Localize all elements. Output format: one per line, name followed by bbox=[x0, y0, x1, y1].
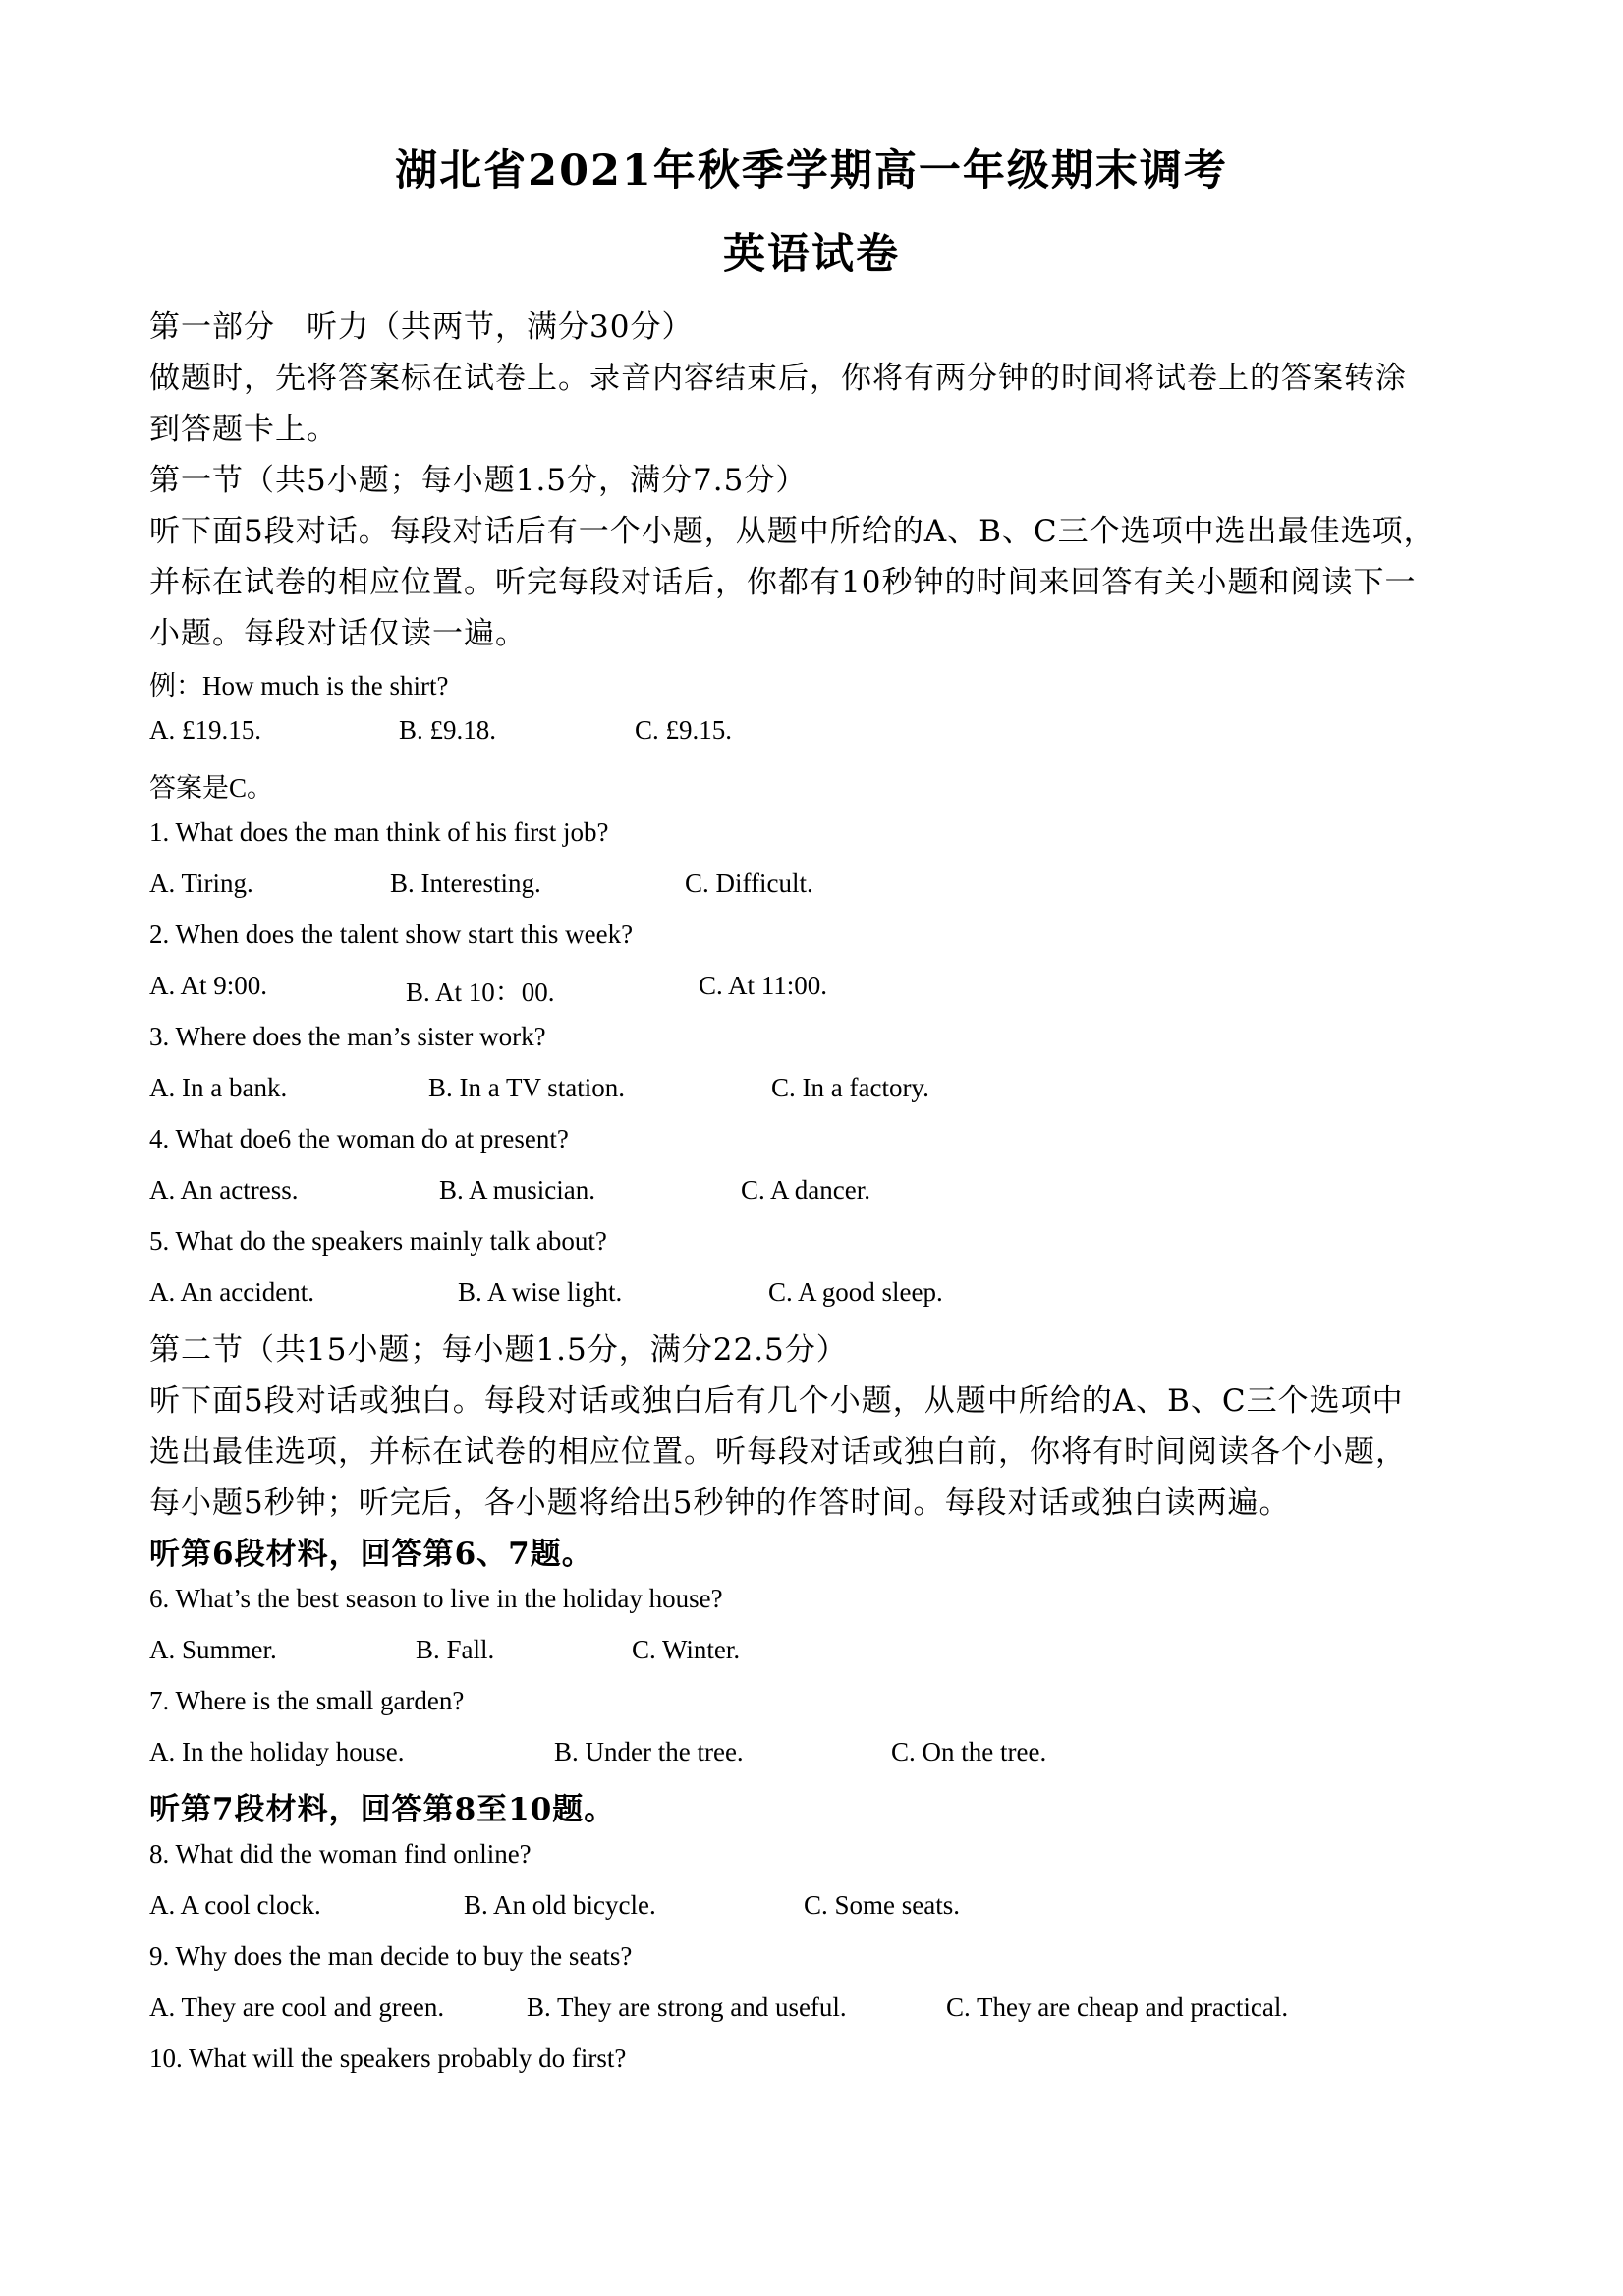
q3-option-b: B. In a TV station. bbox=[428, 1073, 625, 1102]
instructions-line-1: 做题时，先将答案标在试卷上。录音内容结束后，你将有两分钟的时间将试卷上的答案转涂 bbox=[149, 361, 1407, 396]
q1-option-a: A. Tiring. bbox=[149, 868, 253, 898]
material-6-heading: 听第6段材料，回答第6、7题。 bbox=[149, 1537, 593, 1572]
part1-heading: 第一部分 听力（共两节，满分30分） bbox=[149, 309, 694, 345]
q6-option-a: A. Summer. bbox=[149, 1635, 277, 1664]
page-title: 湖北省2021年秋季学期高一年级期末调考 bbox=[395, 146, 1228, 196]
q5-option-a: A. An accident. bbox=[149, 1277, 314, 1307]
question-7: 7. Where is the small garden? bbox=[149, 1686, 465, 1715]
q2-option-a: A. At 9:00. bbox=[149, 971, 268, 1000]
example-option-c: C. £9.15. bbox=[635, 715, 733, 745]
question-9: 9. Why does the man decide to buy the seats? bbox=[149, 1941, 633, 1971]
section1-directions-line-2: 并标在试卷的相应位置。听完每段对话后，你都有10秒钟的时间来回答有关小题和阅读下一 bbox=[149, 565, 1417, 600]
question-1: 1. What does the man think of his first job? bbox=[149, 817, 609, 847]
question-3: 3. Where does the man’s sister work? bbox=[149, 1022, 546, 1051]
q7-option-a: A. In the holiday house. bbox=[149, 1737, 405, 1766]
section2-heading: 第二节（共15小题；每小题1.5分，满分22.5分） bbox=[149, 1332, 848, 1368]
section2-directions-line-3: 每小题5秒钟；听完后，各小题将给出5秒钟的作答时间。每段对话或独白读两遍。 bbox=[149, 1485, 1291, 1521]
example-option-b: B. £9.18. bbox=[399, 715, 497, 745]
material-7-heading: 听第7段材料，回答第8至10题。 bbox=[149, 1792, 616, 1827]
q8-option-a: A. A cool clock. bbox=[149, 1890, 321, 1920]
q7-option-b: B. Under the tree. bbox=[554, 1737, 744, 1766]
page-subtitle: 英语试卷 bbox=[723, 230, 900, 279]
q6-option-c: C. Winter. bbox=[632, 1635, 741, 1664]
question-4: 4. What doe6 the woman do at present? bbox=[149, 1124, 569, 1153]
q7-option-c: C. On the tree. bbox=[891, 1737, 1047, 1766]
example-question: 例：How much is the shirt? bbox=[149, 671, 449, 700]
q2-option-b: B. At 10：00. bbox=[406, 978, 555, 1007]
example-answer: 答案是C。 bbox=[149, 773, 274, 803]
instructions-line-2: 到答题卡上。 bbox=[149, 412, 338, 447]
q3-option-c: C. In a factory. bbox=[771, 1073, 929, 1102]
section2-directions-line-1: 听下面5段对话或独白。每段对话或独白后有几个小题，从题中所给的A、B、C三个选项中 bbox=[149, 1383, 1404, 1419]
question-10: 10. What will the speakers probably do first? bbox=[149, 2044, 627, 2073]
q8-option-c: C. Some seats. bbox=[804, 1890, 960, 1920]
section1-directions-line-3: 小题。每段对话仅读一遍。 bbox=[149, 616, 527, 651]
q9-option-a: A. They are cool and green. bbox=[149, 1992, 445, 2022]
question-5: 5. What do the speakers mainly talk about? bbox=[149, 1226, 607, 1256]
q1-option-c: C. Difficult. bbox=[685, 868, 813, 898]
q9-option-b: B. They are strong and useful. bbox=[527, 1992, 847, 2022]
question-2: 2. When does the talent show start this week? bbox=[149, 920, 634, 949]
q1-option-b: B. Interesting. bbox=[390, 868, 541, 898]
q5-option-b: B. A wise light. bbox=[458, 1277, 623, 1307]
section2-directions-line-2: 选出最佳选项，并标在试卷的相应位置。听每段对话或独白前，你将有时间阅读各个小题， bbox=[149, 1434, 1407, 1470]
q9-option-c: C. They are cheap and practical. bbox=[946, 1992, 1289, 2022]
q4-option-c: C. A dancer. bbox=[741, 1175, 870, 1204]
q6-option-b: B. Fall. bbox=[416, 1635, 495, 1664]
q2-option-c: C. At 11:00. bbox=[699, 971, 828, 1000]
q3-option-a: A. In a bank. bbox=[149, 1073, 288, 1102]
q4-option-a: A. An actress. bbox=[149, 1175, 299, 1204]
example-option-a: A. £19.15. bbox=[149, 715, 261, 745]
section1-directions-line-1: 听下面5段对话。每段对话后有一个小题，从题中所给的A、B、C三个选项中选出最佳选项， bbox=[149, 514, 1435, 549]
q4-option-b: B. A musician. bbox=[439, 1175, 596, 1204]
q8-option-b: B. An old bicycle. bbox=[464, 1890, 656, 1920]
section1-heading: 第一节（共5小题；每小题1.5分，满分7.5分） bbox=[149, 463, 808, 498]
q5-option-c: C. A good sleep. bbox=[768, 1277, 943, 1307]
question-6: 6. What’s the best season to live in the holiday house? bbox=[149, 1584, 723, 1613]
question-8: 8. What did the woman find online? bbox=[149, 1839, 532, 1869]
